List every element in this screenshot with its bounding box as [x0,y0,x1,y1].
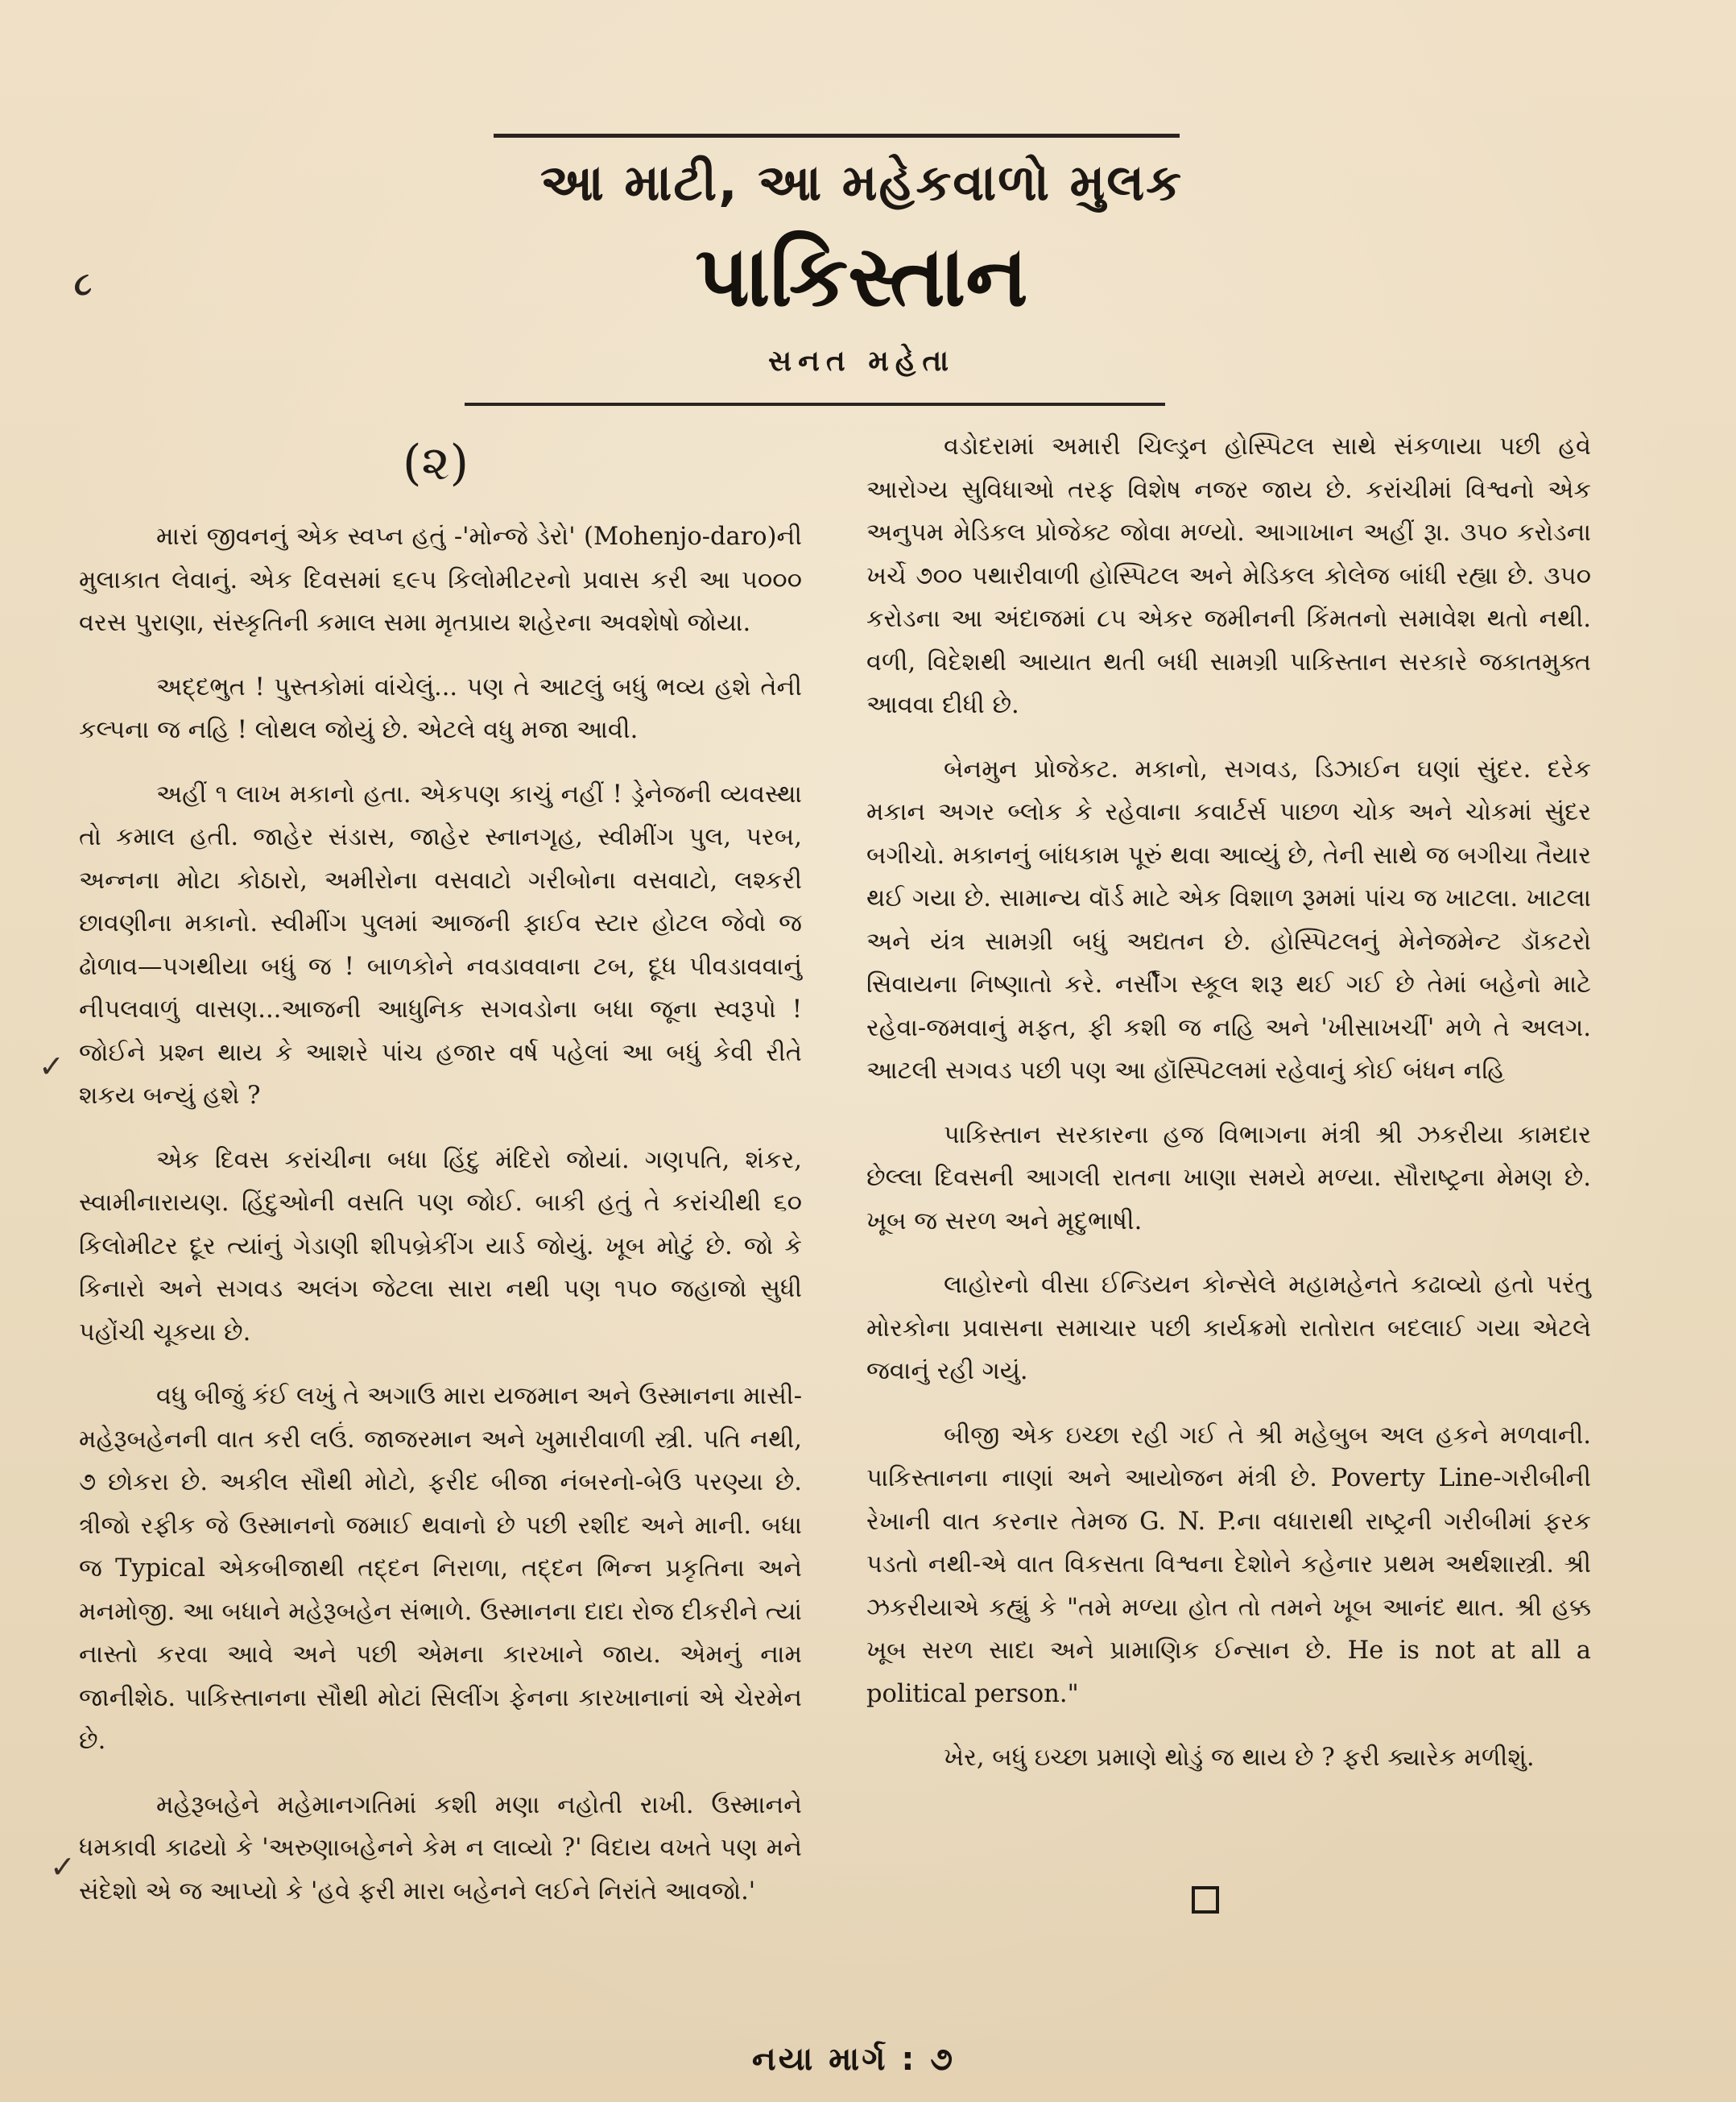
author-byline: સનત મહેતા [767,345,956,378]
margin-pen-mark: ૮ [74,266,92,303]
paragraph: અદ્દભુત ! પુસ્તકોમાં વાંચેલું... પણ તે આટલું બધું ભવ્ય હશે તેની કલ્પના જ નહિ ! લોથલ જોયું છે. એટલે વધુ મજા આવી. [79,672,802,744]
title-bottom-rule [465,403,1165,406]
paragraph: પાકિસ્તાન સરકારના હજ વિભાગના મંત્રી શ્રી ઝકરીયા કામદાર છેલ્લા દિવસની આગલી રાતના ખાણા સમયે મળ્યા. સૌરાષ્ટ્રના મેમણ છે. ખૂબ જ સરળ અને મૃદુભાષી. [866,1120,1591,1235]
page-footer: નયા માર્ગ : ૭ [751,2041,956,2078]
paragraph: બેનમુન પ્રોજેકટ. મકાનો, સગવડ, ડિઝાઈન ઘણાં સુંદર. દરેક મકાન અગર બ્લોક કે રહેવાના કવાર્ટર્સ પાછળ ચોક અને ચોકમાં સુંદર બગીચો. મકાનનું બાંધકામ પૂરું થવા આવ્યું છે, તેની સાથે જ બગીચા તૈયાર થઈ ગયા છે. સામાન્ય વૉર્ડ માટે એક વિશાળ રૂમમાં પાંચ જ ખાટલા. ખાટલા અને યંત્ર સામગ્રી બધું અદ્યતન છે. હોસ્પિટલનું મેનેજમેન્ટ ડૉકટરો સિવાયના નિષ્ણાતો કરે. નર્સીંગ સ્કૂલ શરૂ થઈ ગઈ છે તેમાં બહેનો માટે રહેવા-જમવાનું મફત, ફી કશી જ નહિ અને 'ખીસાખર્ચી' મળે તે અલગ. આટલી સગવડ પછી પણ આ હૉસ્પિટલમાં રહેવાનું કોઈ બંધન નહિ [866,755,1591,1085]
end-of-article-box-icon [1192,1886,1219,1914]
article-kicker: આ માટી, આ મહેકવાળો મુલક [539,153,1184,212]
title-top-rule [494,134,1180,138]
paragraph: અહીં ૧ લાખ મકાનો હતા. એકપણ કાચું નહીં ! ડ્રેનેજની વ્યવસ્થા તો કમાલ હતી. જાહેર સંડાસ, જાહેર સ્નાનગૃહ, સ્વીમીંગ પુલ, પરબ, અન્નના મોટા કોઠારો, અમીરોના વસવાટો ગરીબોના વસવાટો, લશ્કરી છાવણીના મકાનો. સ્વીમીંગ પુલમાં આજની ફાઈવ સ્ટાર હોટલ જેવો જ ઢોળાવ—પગથીયા બધું જ ! બાળકોને નવડાવવાના ટબ, દૂધ પીવડાવવાનું નીપલવાળું વાસણ...આજની આધુનિક સગવડોના બધા જૂના સ્વરૂપો ! જોઈને પ્રશ્ન થાય કે આશરે પાંચ હજાર વર્ષ પહેલાં આ બધું કેવી રીતે શકય બન્યું હશે ? [79,780,802,1110]
paragraph: વધુ બીજું કંઈ લખું તે અગાઉ મારા યજમાન અને ઉસ્માનના માસી-મહેરૂબહેનની વાત કરી લઉં. જાજરમાન અને ખુમારીવાળી સ્ત્રી. પતિ નથી, ૭ છોકરા છે. અકીલ સૌથી મોટો, ફરીદ બીજા નંબરનો-બેઉ પરણ્યા છે. ત્રીજો રફીક જે ઉસ્માનનો જમાઈ થવાનો છે પછી રશીદ અને માની. બધા જ Typical એકબીજાથી તદ્દન નિરાળા, તદ્દન ભિન્ન પ્રકૃતિના અને મનમોજી. આ બધાને મહેરૂબહેન સંભાળે. ઉસ્માનના દાદા રોજ દીકરીને ત્યાં નાસ્તો કરવા આવે અને પછી એમના કારખાને જાય. એમનું નામ જાનીશેઠ. પાકિસ્તાનના સૌથી મોટાં સિલીંગ ફેનના કારખાનાનાં એ ચેરમેન છે. [79,1382,802,1755]
paragraph: લાહોરનો વીસા ઈન્ડિયન કોન્સેલે મહામહેનતે કઢાવ્યો હતો પરંતુ મોરકોના પ્રવાસના સમાચાર પછી કાર્યક્રમો રાતોરાત બદલાઈ ગયા એટલે જવાનું રહી ગયું. [866,1271,1591,1385]
paragraph: ખેર, બધું ઇચ્છા પ્રમાણે થોડું જ થાય છે ? ફરી ક્યારેક મળીશું. [944,1744,1535,1772]
section-number: (૨) [403,435,469,491]
pen-tick-mark-icon: ✓ [39,1049,64,1084]
right-column [866,425,1591,1801]
paragraph: એક દિવસ કરાંચીના બધા હિંદુ મંદિરો જોયાં. ગણપતિ, શંકર, સ્વામીનારાયણ. હિંદુઓની વસતિ પણ જોઈ. બાકી હતું તે કરાંચીથી ૬૦ કિલોમીટર દૂર ત્યાંનું ગેડાણી શીપબ્રેકીંગ યાર્ડ જોયું. ખૂબ મોટું છે. જો કે કિનારો અને સગવડ અલંગ જેટલા સારા નથી પણ ૧૫૦ જહાજો સુધી પહોંચી ચૂકયા છે. [79,1145,802,1347]
article-title: પાકિસ્તાન [695,227,1028,325]
paragraph: વડોદરામાં અમારી ચિલ્ડ્રન હોસ્પિટલ સાથે સંકળાયા પછી હવે આરોગ્ય સુવિધાઓ તરફ વિશેષ નજર જાય છે. કરાંચીમાં વિશ્વનો એક અનુપમ મેડિકલ પ્રોજેક્ટ જોવા મળ્યો. આગાખાન અહીં રૂા. ૩૫૦ કરોડના ખર્ચે ૭૦૦ પથારીવાળી હોસ્પિટલ અને મેડિકલ કોલેજ બાંધી રહ્યા છે. ૩૫૦ કરોડના આ અંદાજમાં ૮૫ એકર જમીનની કિંમતનો સમાવેશ થતો નથી. વળી, વિદેશથી આયાત થતી બધી સામગ્રી પાકિસ્તાન સરકારે જકાતમુક્ત આવવા દીધી છે. [866,432,1591,719]
paragraph: મારાં જીવનનું એક સ્વપ્ન હતું -'મોન્જે ડેરો' (Mohenjo-daro)ની મુલાકાત લેવાનું. એક દિવસમાં ૬૯૫ કિલોમીટરનો પ્રવાસ કરી આ ૫૦૦૦ વરસ પુરાણા, સંસ્કૃતિની કમાલ સમા મૃતપ્રાય શહેરના અવશેષો જોયા. [79,523,802,637]
paragraph: મહેરૂબહેને મહેમાનગતિમાં કશી મણા નહોતી રાખી. ઉસ્માનને ધમકાવી કાઢયો કે 'અરુણાબહેનને કેમ ન લાવ્યો ?' વિદાય વખતે પણ મને સંદેશો એ જ આપ્યો કે 'હવે ફરી મારા બહેનને લઈને નિરાંતે આવજો.' [79,1790,802,1905]
pen-tick-mark-icon: ✓ [50,1849,76,1885]
left-column [79,515,802,1934]
paragraph: બીજી એક ઇચ્છા રહી ગઈ તે શ્રી મહેબુબ અલ હકને મળવાની. પાકિસ્તાનના નાણાં અને આયોજન મંત્રી છે. Poverty Line-ગરીબીની રેખાની વાત કરનાર તેમજ G. N. P.ના વધારાથી રાષ્ટ્રની ગરીબીમાં ફરક પડતો નથી-એ વાત વિકસતા વિશ્વના દેશોને કહેનાર પ્રથમ અર્થશાસ્ત્રી. શ્રી ઝકરીયાએ કહ્યું કે "તમે મળ્યા હોત તો તમને ખૂબ આનંદ થાત. શ્રી હક્ક ખૂબ સરળ સાદા અને પ્રામાણિક ઈન્સાન છે. He is not at all a political person." [866,1421,1591,1708]
